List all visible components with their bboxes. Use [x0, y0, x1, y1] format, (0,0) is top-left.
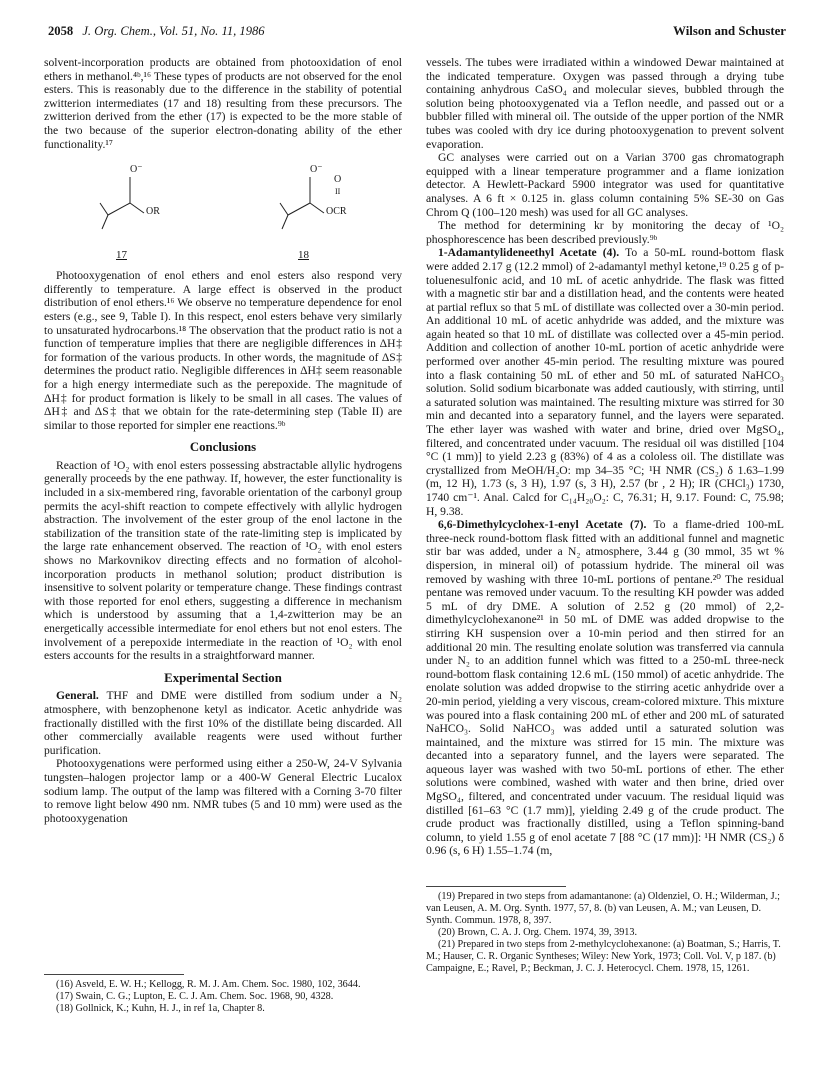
right-column — [426, 56, 784, 858]
run-in-heading: 1-Adamantylideneethyl Acetate (4). — [438, 246, 620, 260]
paragraph-text: To a flame-dried 100-mL three-neck round-bottom flask fitted with an additional funnel and magnetic stir bar was added, under a N₂ atmosphere, 3.44 g (30 mmol, 35 wt % dispersion, in mineral oil) of potassium hydride. The mineral oil was removed by washing with three 10-mL portions of pentane.²⁰ The residual pentane was removed under vacuum. To the resulting KH powder was added 5 mL of dry DME. A solution of 2.52 g (20 mmol) of 2,2-dimethylcyclohexanone²¹ in 50 mL of DME was added dropwise to the stirring KH suspension over a 10-min period and then stirred for an additional 20 min. The resulting enolate solution was transferred via cannula under N₂ to an addition funnel which was fitted to a 250-mL three-neck round-bottom flask containing 12.6 mL (150 mmol) of acetic anhydride. The enolate solution was added dropwise to the stirring acetic anhydride over a 20-min period, yielding a very viscous, cream-colored mixture. This mixture was poured into a flask containing 200 mL of ether and 200 mL of saturated NaHCO₃. Solid NaHCO₃ was added until a saturated solution was maintained, and the mixture was stirred for 15 min. The mixture was decanted into a separatory funnel, and the layers were separated. The aqueous layer was washed with two 50-mL portions of ether. The ether solutions were combined, washed with water and then brine, dried over MgSO₄, filtered, and concentrated under vacuum. The residual liquid was distilled [61–63 °C (1.7 mm)], yielding 2.49 g of the crude product. The crude product was fractionally distilled, using a Teflon spinning-band column, to yield 1.55 g of enol acetate 7 [88 °C (17 mm)]: ¹H NMR (CS₂) δ 0.96 (s, 6 H) 1.55–1.74 (m, — [426, 518, 785, 858]
paragraph: vessels. The tubes were irradiated within a windowed Dewar maintained at the indicated temperature. Oxygen was passed through a drying tube containing anhydrous CaSO₄ and molecular sieves, bubbled through the solution being photooxygenated via a Teflon needle, and passed out or a bubbler filled with mineral oil. The outside of the upper portion of the NMR tubes was cooled with dry ice during photooxygenation to prevent solvent evaporation. — [426, 56, 784, 151]
footnote: (17) Swain, C. G.; Lupton, E. C. J. Am. Chem. Soc. 1968, 90, 4328. — [56, 991, 334, 1002]
footnote: (20) Brown, C. A. J. Org. Chem. 1974, 39, 3913. — [438, 927, 638, 938]
struct18-group: OCR — [326, 206, 347, 218]
journal-citation: J. Org. Chem., Vol. 51, No. 11, 1986 — [82, 24, 265, 38]
paragraph-text: To a 50-mL round-bottom flask were added 2.17 g (12.2 mmol) of 2-adamantyl methyl ketone,¹⁹ 0.25 g of p-toluenesulfonic acid, and 10 mL of acetic anhydride. The flask was fitted with a magnetic stir bar and a distillation head, and the contents were heated at partial reflux so that 5 mL of distillate was collected over a 30-min period. An additional 10 mL of acetic anhydride was added, and the mixture was again heated so that 10 mL of distillate was collected over a 45-min period. Addition and collection of another 10-mL portion of acetic anhydride were performed over another 45-min period. The resulting mixture was poured into a flask containing 50 mL of ether and 50 mL of saturated NaHCO₃ solution. Solid sodium bicarbonate was added cautiously, with stirring, until a saturated solution was maintained. The resulting mixture was stirred for 30 min and decanted into a separatory funnel, and the layers were separated. The ether layer was washed with water and brine, dried over MgSO₄, filtered, and concentrated under vacuum. The residual oil was distilled [104 °C (1 mm)] to yield 2.23 g (83%) of 4 as a cololess oil. The distillate was crystallized from MeOH/H₂O: mp 34–35 °C; ¹H NMR (CS₂) δ 1.63–1.99 (m, 12 H), 1.73 (s, 3 H), 1.97 (s, 3 H), 2.57 (br , 2 H); IR (CHCl₃) 1730, 1740 cm⁻¹. Anal. Calcd for C₁₄H₂₀O₂: C, 76.31; H, 9.17. Found: C, 75.98; H, 9.38. — [426, 246, 785, 518]
struct18-carbonyl-o: O — [334, 174, 342, 186]
header-authors: Wilson and Schuster — [673, 24, 786, 38]
section-heading-experimental: Experimental Section — [164, 670, 282, 685]
paragraph: Photooxygenation of enol ethers and enol esters also respond very differently to temperature. A large effect is observed in the product distribution of enol ethers.¹⁶ We observe no temperature dependence for enol esters (e.g., see 9, Table I). In this respect, enol esters behave very similarly to unsaturated hydrocarbons.¹⁸ The observation that the product ratio is not a function of temperature implies that there are negligible differences in ΔH‡ for formation of the various products. In other words, the magnitude of ΔS‡ determines the product ratio. Negligible differences in ΔH‡ seem reasonable for a high energy intermediate such as the perepoxide. The magnitude of ΔH‡ for product formation is likely to be small in all cases. The values of ΔH‡ and ΔS‡ that we obtain for the rate-determining step (Table II) are similar to those reported for simpler ene reactions.⁹ᵇ — [44, 269, 402, 432]
left-column — [44, 56, 402, 825]
journal-page — [44, 24, 786, 1054]
struct18-label: 18 — [298, 249, 309, 262]
footnote: (16) Asveld, E. W. H.; Kellogg, R. M. J. Am. Chem. Soc. 1980, 102, 3644. — [56, 979, 361, 990]
right-footnotes — [426, 886, 784, 975]
footnote: (18) Gollnick, K.; Kuhn, H. J., in ref 1a, Chapter 8. — [56, 1003, 265, 1014]
left-footnotes — [44, 974, 402, 1015]
paragraph: GC analyses were carried out on a Varian 3700 gas chromatograph equipped with a linear temperature programmer and a flame ionization detector. A Hewlett-Packard 5900 integrator was used for quantitative analyses. A 6 ft × 0.125 in. glass column containing 5% SE-30 on Gas Chrom Q (100–120 mesh) was used for all GC analyses. — [426, 151, 784, 219]
zwitterion-structures — [44, 155, 402, 267]
paragraph-text: THF and DME were distilled from sodium under a N₂ atmosphere, with benzophenone ketyl as indicator. Acetic anhydride was fractionally distilled with the first 10% of the distillate being discarded. All other commercially available reagents were used without further purification. — [44, 689, 402, 757]
structure-drawings — [44, 155, 402, 267]
header-left — [48, 24, 265, 39]
page-header — [44, 24, 786, 46]
paragraph — [44, 689, 402, 757]
run-in-heading: General. — [56, 689, 99, 703]
paragraph: Photooxygenations were performed using either a 250-W, 24-V Sylvania tungsten–halogen projector lamp or a 400-W General Electric Lucalox sodium lamp. The output of the lamp was filtered with a Corning 3-70 filter to remove light below 490 nm. NMR tubes (5 and 10 mm) were used as the photooxygenation — [44, 757, 402, 825]
paragraph: solvent-incorporation products are obtained from photooxidation of enol ethers in methanol.⁴ᵇ,¹⁶ These types of products are not observed for the enol esters. This is reasonably due to the difference in the stability of potential zwitterion intermediates (17 and 18) resulting from these precursors. The zwitterion derived from the ether (17) is expected to be the more stable of the two because of the superior electron-donating ability of the ether functionality.¹⁷ — [44, 56, 402, 151]
footnote: (21) Prepared in two steps from 2-methylcyclohexanone: (a) Boatman, S.; Harris, T. M.; Hauser, C. R. Organic Syntheses; Wiley: New York, 1973; Coll. Vol. V, p 187. (b) Campaigne, E.; Ravel, P.; Beckman, J. C. J. Heterocycl. Chem. 1978, 15, 1261. — [426, 939, 781, 974]
struct17-label: 17 — [116, 249, 127, 262]
footnote-divider — [44, 974, 184, 975]
section-heading-conclusions: Conclusions — [189, 440, 257, 455]
paragraph — [426, 246, 784, 518]
paragraph: Reaction of ¹O₂ with enol esters possessing abstractable allylic hydrogens generally proceeds by the ene pathway. If, however, the ester functionality is included in a six-membered ring, favorable orientation of the carbonyl group permits the acyl-shift reaction to compete effectively with allylic hydrogen abstraction. The involvement of the ester group of the enol lactone in the stabilization of the transition state of the rate-limiting step is implicated by the large rate enhancement observed. The reaction of ¹O₂ with enol esters shows no Markovnikov directing effects and no formation of alcohol-incorporation products in methanol solution; product distribution is insensitive to solvent polarity or temperature change. These findings contrast with those reported for enol ethers, suggesting a difference in mechanism which is understood by assuming that a 1,4-zwitterion may be an energetically accessible intermediate for enol ethers but not enol esters. The involvement of a perepoxide intermediate in the reaction of ¹O₂ with enol esters accounts for the results in a straightforward manner. — [44, 458, 402, 663]
struct18-double-bond: II — [335, 187, 341, 197]
paragraph — [426, 518, 784, 858]
struct17-group: OR — [146, 206, 160, 218]
struct17-anion: O⁻ — [130, 164, 143, 176]
paragraph: The method for determining kr by monitoring the decay of ¹O₂ phosphorescence has been described previously.⁹ᵇ — [426, 219, 784, 246]
footnote-divider — [426, 886, 566, 887]
struct18-anion: O⁻ — [310, 164, 323, 176]
run-in-heading: 6,6-Dimethylcyclohex-1-enyl Acetate (7). — [438, 518, 647, 532]
page-number: 2058 — [48, 24, 74, 38]
footnote: (19) Prepared in two steps from adamantanone: (a) Oldenziel, O. H.; Wilderman, J.; van Leusen, A. M. Org. Synth. 1977, 57, 8. (b) van Leusen, A. M.; van Leusen, D. Synth. Commun. 1978, 8, 397. — [426, 891, 780, 926]
